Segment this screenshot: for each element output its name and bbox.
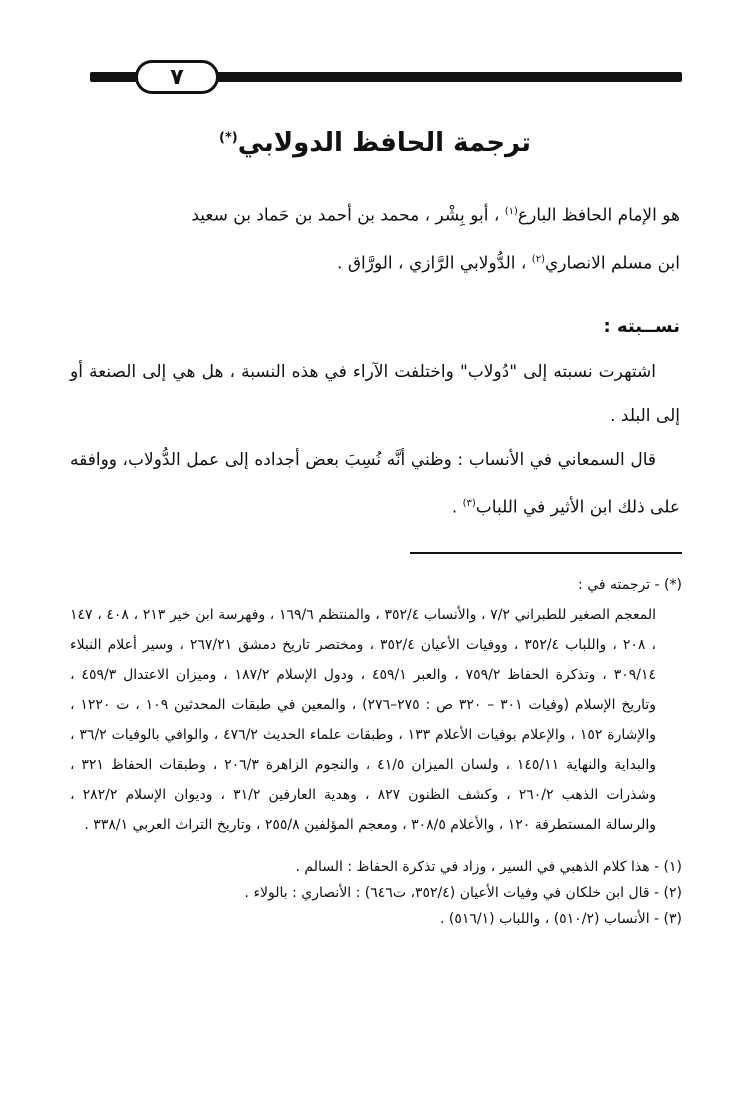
title-marker: (*) (219, 130, 238, 146)
footnote-item-1: (١) - هذا كلام الذهبي في السير ، وزاد في تذكرة الحفاظ : السالم . (295, 859, 682, 875)
intro-line-1 (70, 190, 680, 238)
intro-line1-b: ، أبو بِشْر ، محمد بن أحمد بن حَماد بن سعيد (191, 205, 505, 226)
footnote-ref-2[interactable]: (٢) (531, 253, 545, 265)
footnote-separator (410, 552, 682, 554)
section-heading-nisba: نســبته : (603, 316, 680, 337)
nisba-paragraph-1: اشتهرت نسبته إلى "دُولاب" واختلفت الآراء في هذه النسبة ، هل هي إلى الصنعة أو إلى البلد . (70, 362, 680, 426)
page-number: ٧ (170, 64, 184, 90)
footnote-item-2: (٢) - قال ابن خلكان في وفيات الأعيان (٣٥٢/٤، ت٦٤٦) : الأنصاري : بالولاء . (244, 885, 682, 901)
nisba-paragraph-2 (70, 438, 680, 530)
title-text: ترجمة الحافظ الدولابي (237, 128, 531, 158)
header-rule-right (210, 72, 682, 82)
intro-line-2 (70, 238, 680, 286)
intro-paragraph (70, 190, 680, 285)
page-number-badge (135, 60, 219, 94)
footnote-list (70, 854, 682, 932)
footnote-ref-3[interactable]: (٣) (462, 498, 476, 509)
footnote-star-text: المعجم الصغير للطبراني ٧/٢ ، والأنساب ٣٥٢/٤ ، والمنتظم ١٦٩/٦ ، وفهرسة ابن خير ٢١٣ ، ٤٠٨ ، ١٤٧ ، ٢٠٨ ، واللباب ٣٥٢/٤ ، ووفيات الأعيان ٣٥٢/٤ ، ومختصر تاريخ دمشق ٢٦٧/٢١ ، وسير أعلام النبلاء ٣٠٩/١٤ ، وتذكرة الحفاظ ٧٥٩/٢ ، والعبر ٤٥٩/١ ، ودول الإسلام ١٨٧/٢ ، وميزان الاعتدال ٤٥٩/٣ ، وتاريخ الإسلام (وفيات ٣٠١ – ٣٢٠ ص : ٢٧٥–٢٧٦) ، والمعين في طبقات المحدثين ١٠٩ ، ت ١٢٢٠ ، والإشارة ١٥٢ ، والإعلام بوفيات الأعلام ١٣٣ ، وطبقات علماء الحديث ٤٧٦/٢ ، والوافي بالوفيات ٣٦/٢ ، والبداية والنهاية ١٤٥/١١ ، ولسان الميزان ٤١/٥ ، والنجوم الزاهرة ٢٠٦/٣ ، وطبقات الحفاظ ٣٢١ ، وشذرات الذهب ٢٦٠/٢ ، وكشف الظنون ٨٢٧ ، وهدية العارفين ٣١/٢ ، وديوان الإسلام ٢٨٢/٢ ، والرسالة المستطرفة ١٢٠ ، والأعلام ٣٠٨/٥ ، ومعجم المؤلفين ٢٥٥/٨ ، وتاريخ التراث العربي ٣٣٨/١ . (70, 607, 657, 833)
intro-line1-a: هو الإمام الحافظ البارع (517, 205, 680, 226)
footnotes (70, 570, 682, 932)
nisba-section (70, 350, 680, 530)
nisba-p2-a: قال السمعاني في الأنساب : وظني أنَّه نُسِبَ بعض أجداده إلى عمل الدُّولاب، ووافقه على ذلك ابن الأثير في اللباب (70, 450, 680, 518)
footnote-item-3: (٣) - الأنساب (٥١٠/٢) ، واللباب (٥١٦/١) . (439, 911, 682, 927)
page-title (150, 128, 600, 158)
intro-line2-b: ، الدُّولابي الرَّازي ، الورَّاق . (337, 253, 532, 274)
footnote-ref-1[interactable]: (١) (504, 206, 518, 217)
nisba-p2-b: . (451, 497, 463, 518)
intro-line2-a: ابن مسلم الانصاري (544, 253, 680, 274)
footnote-star-label: (*) - ترجمته في : (578, 577, 682, 593)
